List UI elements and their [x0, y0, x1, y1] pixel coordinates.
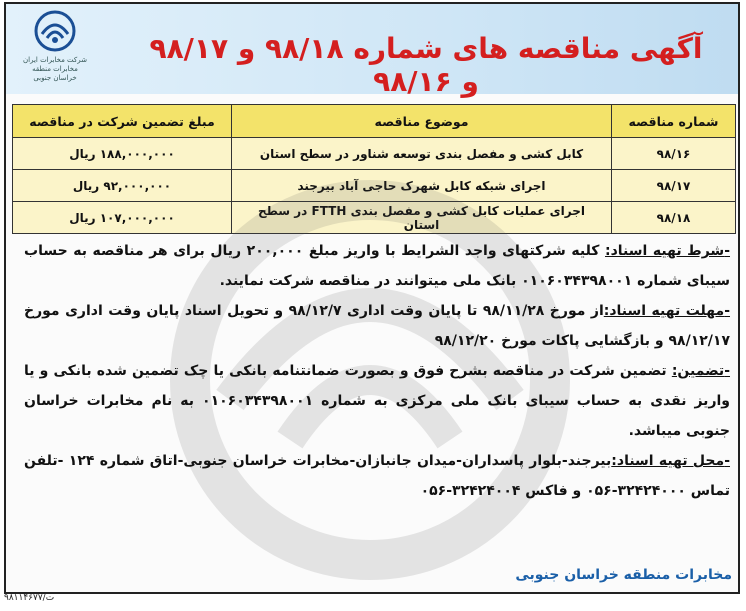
tender-subject: اجرای عملیات کابل کشی و مفصل بندی FTTH در سطح استان — [232, 202, 612, 234]
tender-number: ۹۸/۱۷ — [612, 170, 736, 202]
header-tender-number: شماره مناقصه — [612, 105, 736, 138]
guarantee-amount: ۱۸۸,۰۰۰,۰۰۰ ریال — [13, 138, 232, 170]
table-header-row — [13, 105, 736, 138]
documents-condition-label: - شرط تهیه اسناد: — [605, 243, 730, 259]
documents-location-label: - محل تهیه اسناد: — [611, 453, 730, 469]
documents-condition-paragraph — [24, 236, 730, 296]
tender-subject: کابل کشی و مفصل بندی توسعه شناور در سطح استان — [232, 138, 612, 170]
logo-caption-line2: مخابرات منطقه خراسان جنوبی — [32, 65, 78, 82]
guarantee-amount: ۱۰۷,۰۰۰,۰۰۰ ریال — [13, 202, 232, 234]
documents-deadline-text: از مورخ ۹۸/۱۱/۲۸ تا پایان وقت اداری ۹۸/۱۲/۷ و تحویل اسناد پایان وقت اداری مورخ ۹۸/۱۲/۱۷ و بازگشایی پاکات مورخ ۹۸/۱۲/۲۰ — [24, 303, 730, 349]
guarantee-text: تضمین شرکت در مناقصه بشرح فوق و بصورت ضمانتنامه بانکی یا چک تضمین شده بانکی و یا واریز نقدی به حساب سیبای بانک ملی مرکزی به شماره ۰۱۰۶۰۳۴۳۹۸۰۰۱ به نام مخابرات خراسان جنوبی میباشد. — [24, 363, 731, 439]
tenders-table — [12, 104, 736, 234]
tender-number: ۹۸/۱۶ — [612, 138, 736, 170]
logo-caption-line1: شرکت مخابرات ایران — [23, 56, 87, 64]
tender-number: ۹۸/۱۸ — [612, 202, 736, 234]
notice-body — [24, 236, 730, 506]
guarantee-amount: ۹۲,۰۰۰,۰۰۰ ریال — [13, 170, 232, 202]
documents-deadline-label: - مهلت تهیه اسناد: — [604, 303, 730, 319]
guarantee-label: - تضمین: — [672, 363, 730, 379]
header-tender-subject: موضوع مناقصه — [232, 105, 612, 138]
documents-location-paragraph — [24, 446, 730, 506]
footer-organization: مخابرات منطقه خراسان جنوبی — [515, 567, 732, 583]
table-row — [13, 170, 736, 202]
telecom-logo-icon — [34, 10, 76, 52]
notice-header — [6, 4, 738, 98]
tender-subject: اجرای شبکه کابل شهرک حاجی آباد بیرجند — [232, 170, 612, 202]
guarantee-paragraph — [24, 356, 730, 446]
notice-title: آگهی مناقصه های شماره ۹۸/۱۸ و ۹۸/۱۷ و ۹۸/۱۶ — [149, 32, 703, 98]
documents-location-text: بیرجند-بلوار پاسداران-میدان جانبازان-مخابرات خراسان جنوبی-اتاق شماره ۱۲۴ -تلفن تماس ۳۲۴۲۴۰۰۰-۰۵۶ و فاکس ۳۲۴۲۴۰۰۴-۰۵۶ — [24, 453, 730, 499]
documents-condition-text: کلیه شرکتهای واجد الشرایط با واریز مبلغ ۲۰۰,۰۰۰ ریال برای هر مناقصه به حساب سیبای شماره ۰۱۰۶۰۳۴۳۹۸۰۰۱ بانک ملی میتوانند در مناقصه شرکت نمایند. — [24, 243, 730, 289]
table-row — [13, 202, 736, 234]
company-logo — [20, 10, 90, 90]
header-guarantee-amount: مبلغ تضمین شرکت در مناقصه — [13, 105, 232, 138]
table-row — [13, 138, 736, 170]
reference-number: ۹۸۱۱۴۶۷۷/ت — [4, 593, 55, 603]
logo-caption — [20, 56, 90, 83]
documents-deadline-paragraph — [24, 296, 730, 356]
